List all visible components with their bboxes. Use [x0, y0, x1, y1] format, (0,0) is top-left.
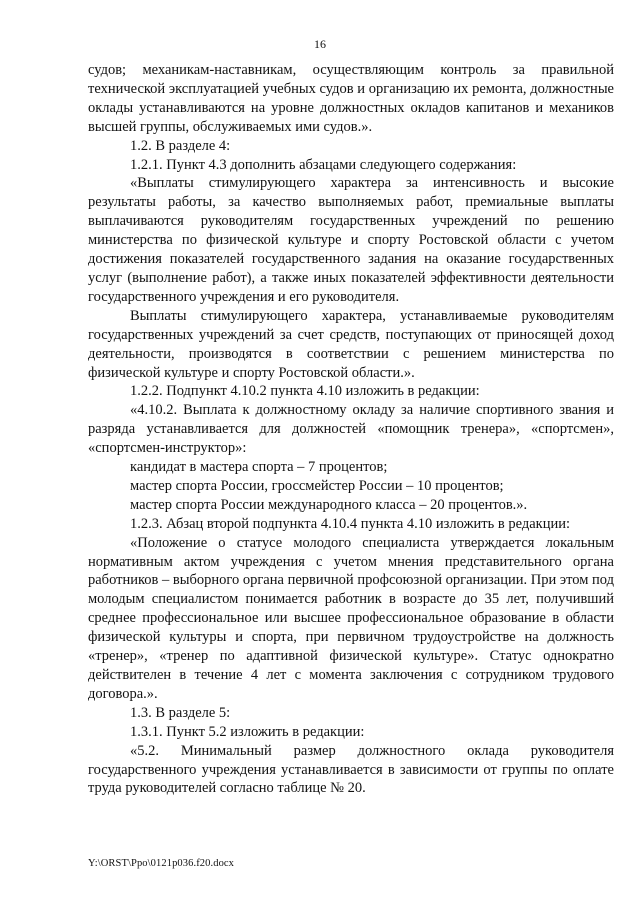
list-item-candidate-master: кандидат в мастера спорта – 7 процентов; — [130, 459, 388, 476]
paragraph-continuation: судов; механикам-наставникам, осуществляющим контроль за правильной технической эксплуатацией учебных судов и организацию их ремонта, должностные оклады устанавливаются на уровне должностных окладов капитанов и механиков высшей группы, обслуживаемых ими судов.». — [88, 62, 614, 135]
quoted-paragraph-minimum-salary: «5.2. Минимальный размер должностного оклада руководителя государственного учреждения устанавливается в зависимости от группы по оплате труда руководителей согласно таблице № 20. — [88, 742, 614, 797]
quoted-paragraph-young-specialist: «Положение о статусе молодого специалиста утверждается локальным нормативным актом учреждения с учетом мнения представительного органа работников – выборного органа первичной профсоюзной организации. При этом под молодым специалистом понимается работник в возрасте до 35 лет, получивший среднее профессиональное или высшее профессиональное образование в области физической культуры и спорта, при первичном трудоустройстве на должность «тренер», «тренер по адаптивной физической культуре». Статус однократно действителен в течение 4 лет с момента заключения с сотрудником трудового договора.». — [88, 534, 614, 702]
page-number: 16 — [314, 37, 326, 51]
clause-1-2-1: 1.2.1. Пункт 4.3 дополнить абзацами следующего содержания: — [130, 156, 517, 173]
clause-1-2-3: 1.2.3. Абзац второй подпункта 4.10.4 пункта 4.10 изложить в редакции: — [130, 515, 571, 532]
list-item-international-master: мастер спорта России международного класса – 20 процентов.». — [130, 496, 528, 513]
section-1-2-heading: 1.2. В разделе 4: — [130, 137, 231, 154]
quoted-paragraph-incentive-payments: «Выплаты стимулирующего характера за интенсивность и высокие результаты работы, за качество выполняемых работ, премиальные выплаты выплачиваются руководителям государственных учреждений по решению министерства по физической культуре и спорту Ростовской области с учетом достижения показателей государственного задания на оказание государственных услуг (выполнение работ), а также иных показателей эффективности деятельности государственного учреждения и его руководителя. — [88, 175, 614, 305]
section-1-3-heading: 1.3. В разделе 5: — [130, 704, 231, 721]
clause-1-2-2: 1.2.2. Подпункт 4.10.2 пункта 4.10 изложить в редакции: — [130, 383, 480, 400]
quoted-paragraph-sport-title: «4.10.2. Выплата к должностному окладу за наличие спортивного звания и разряда устанавливается для должностей «помощник тренера», «спортсмен», «спортсмен-инструктор»: — [88, 402, 614, 457]
clause-1-3-1: 1.3.1. Пункт 5.2 изложить в редакции: — [130, 723, 365, 740]
file-path-footer: Y:\ORST\Ppo\0121p036.f20.docx — [88, 858, 235, 869]
quoted-paragraph-income-payments: Выплаты стимулирующего характера, устанавливаемые руководителям государственных учреждений за счет средств, поступающих от приносящей доход деятельности, производятся в соответствии с решением министерства по физической культуре и спорту Ростовской области.». — [88, 307, 614, 381]
list-item-master-of-sport: мастер спорта России, гроссмейстер России – 10 процентов; — [130, 477, 504, 494]
document-body — [88, 61, 614, 798]
